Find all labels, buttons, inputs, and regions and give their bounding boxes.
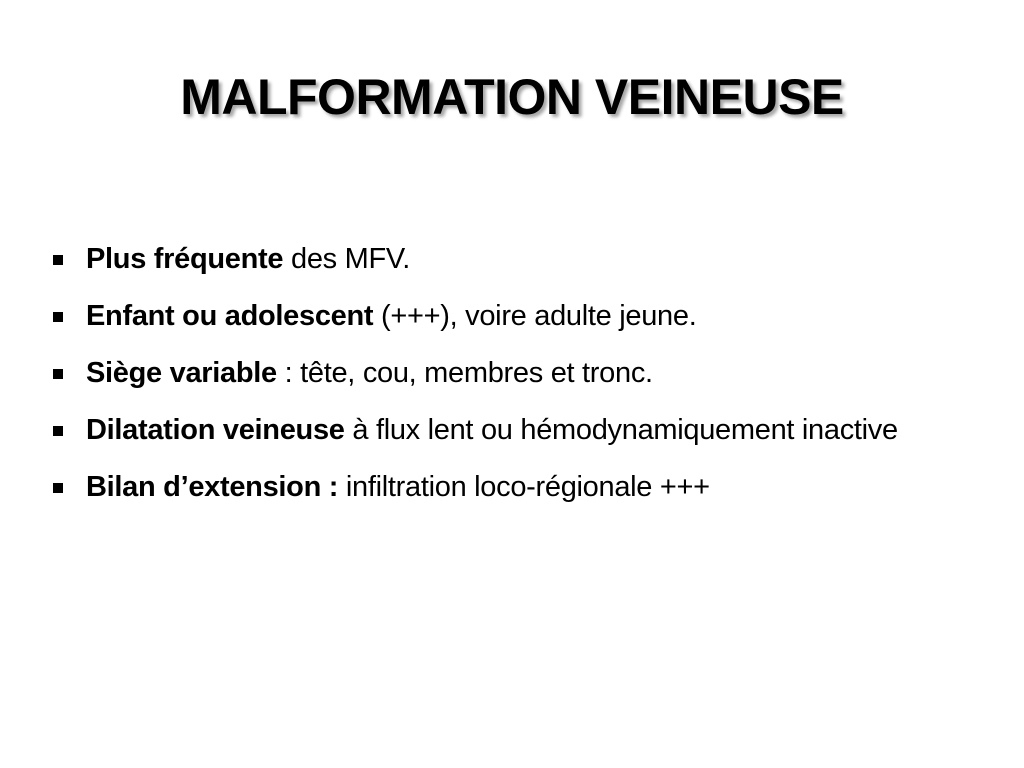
bullet-item <box>50 411 1000 449</box>
bullet-item <box>50 240 1000 278</box>
bullet-strong-text: Plus fréquente <box>86 243 284 275</box>
square-bullet-icon <box>53 369 63 379</box>
bullet-text: à flux lent ou hémodynamiquement inactive <box>344 414 898 446</box>
bullet-item <box>50 297 1000 335</box>
slide-title: MALFORMATION VEINEUSE <box>180 69 844 125</box>
bullet-strong-text: Dilatation veineuse <box>86 414 345 446</box>
square-bullet-icon <box>53 255 63 265</box>
bullet-strong-text: Enfant ou adolescent <box>86 300 374 332</box>
bullet-text: infiltration loco-régionale +++ <box>338 471 710 503</box>
bullet-text: : tête, cou, membres et tronc. <box>276 357 653 389</box>
square-bullet-icon <box>53 426 63 436</box>
bullet-item <box>50 468 1000 506</box>
bullet-strong-text: Bilan d’extension : <box>86 471 339 503</box>
bullet-item <box>50 354 1000 392</box>
bullet-strong-text: Siège variable <box>86 357 277 389</box>
bullet-text: (+++), voire adulte jeune. <box>373 300 697 332</box>
bullet-text: des MFV. <box>283 243 411 275</box>
bullet-list <box>50 240 1000 525</box>
square-bullet-icon <box>53 312 63 322</box>
square-bullet-icon <box>53 483 63 493</box>
